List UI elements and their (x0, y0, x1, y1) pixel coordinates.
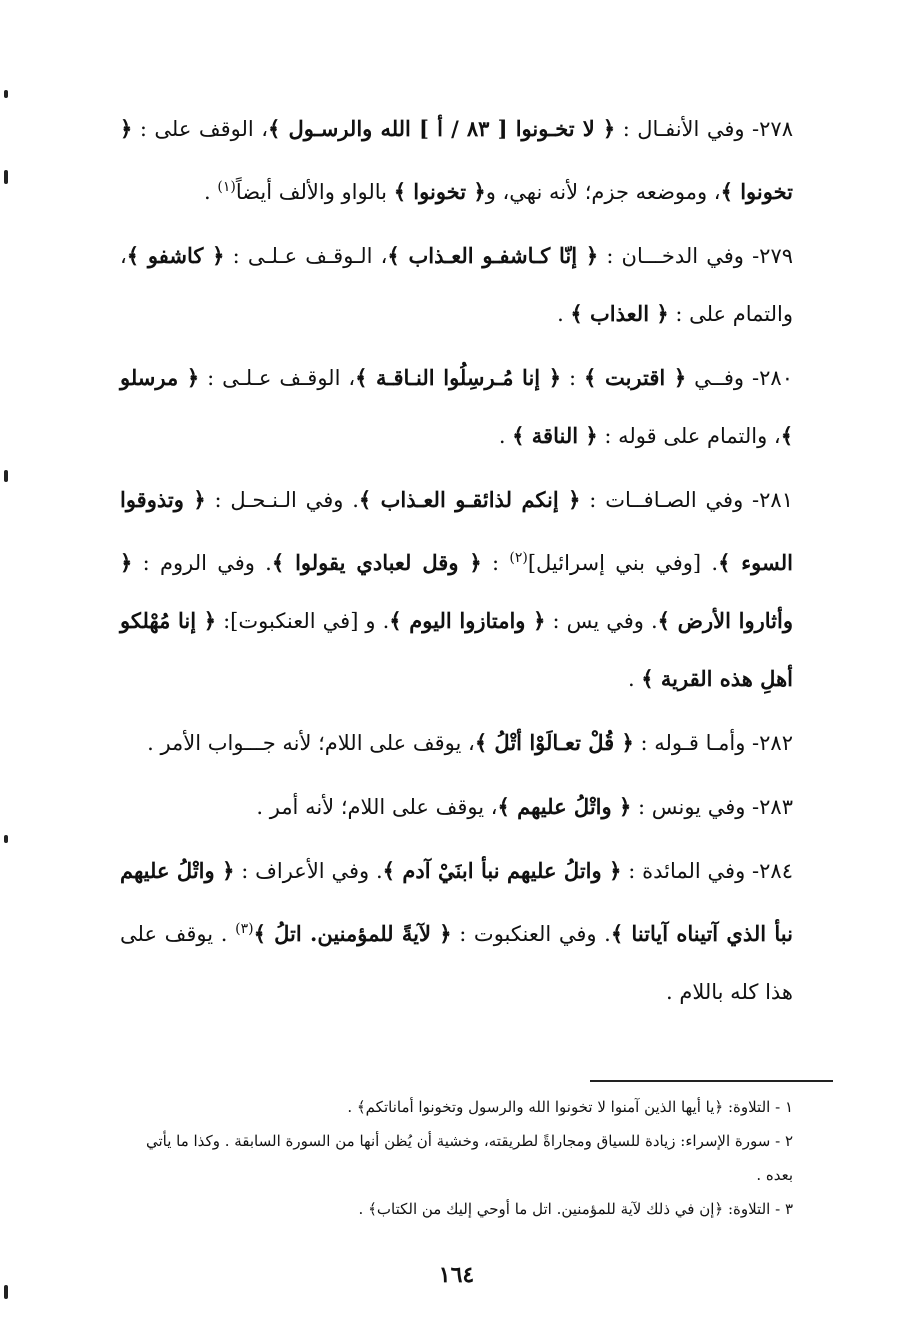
text-segment: ، الوقف على : (132, 117, 269, 141)
entry-280 (120, 349, 793, 465)
quran-quote: ﴿ الناقة ﴾ (512, 423, 598, 448)
edge-mark (4, 90, 8, 98)
quran-quote: ﴿ وقل لعبادي يقولوا ﴾ (271, 550, 482, 575)
quran-quote: ﴿ قُلْ تعـالَوْا أتْلُ ﴾ (474, 730, 634, 755)
quran-quote: ﴿ إنا مُهْلكو أهلِ هذه القرية ﴾ (120, 608, 793, 691)
quran-quote: ﴿ تخونوا ﴾ (120, 116, 793, 204)
footnote-ref: (٣) (235, 921, 254, 937)
edge-mark (4, 1285, 8, 1299)
text-segment: ، يوقف على اللام؛ لأنه أمر . (256, 795, 498, 819)
text-segment: ، وموضعه جزم؛ لأنه نهي، و (485, 180, 721, 204)
entry-282 (120, 714, 793, 772)
text-segment: ، الوقـف عـلـى : (199, 366, 356, 390)
text-segment: ، والتمام على قوله : (597, 424, 781, 448)
footnote-3: ٣ - التلاوة: ﴿إن في ذلك لآية للمؤمنين. اتل ما أوحي إليك من الكتاب﴾ . (358, 1200, 793, 1218)
entry-284 (120, 842, 793, 1021)
text-segment: . (627, 667, 642, 691)
edge-mark (4, 470, 8, 482)
edge-mark (4, 170, 8, 184)
quran-quote: ﴿ واتْلُ عليهم ﴾ (497, 794, 632, 819)
quran-quote: ﴿ وأثاروا الأرض ﴾ (120, 550, 793, 633)
text-segment: . و [في العنكبوت]: (216, 609, 390, 633)
quran-quote: ﴿ إنكم لذائقـو العـذاب ﴾ (358, 487, 581, 512)
quran-quote: ﴿ كاشفو ﴾ (126, 243, 225, 268)
quran-quote: ﴿ لا تخـونوا [ ٨٣ / أ ] الله والرسـول ﴾ (268, 116, 616, 141)
entry-281 (120, 471, 793, 708)
footnotes (120, 1090, 793, 1226)
text-segment: ٢٨٢- وأمـا قـوله : (633, 731, 793, 755)
quran-quote: ﴿ لآيةً للمؤمنين. اتلُ ﴾ (253, 921, 452, 946)
quran-quote: ﴿ مرسلو ﴾ (120, 365, 793, 448)
text-segment: : (561, 366, 585, 390)
text-segment: ٢٨٣- وفي يونس : (631, 795, 793, 819)
text-segment: . (203, 180, 218, 204)
quran-quote: ﴿ إنا مُـرسِلُوا النـاقـة ﴾ (355, 365, 562, 390)
page-number: ١٦٤ (438, 1262, 475, 1288)
quran-quote: ﴿ العذاب ﴾ (570, 301, 669, 326)
text-segment: . (498, 424, 513, 448)
quran-quote: ﴿ إنّا كـاشفـو العـذاب ﴾ (387, 243, 599, 268)
text-segment: . [وفي بني إسرائيل] (527, 551, 719, 575)
text-segment: ٢٨١- وفي الصـافــات : (580, 488, 793, 512)
text-segment: . يوقف على هذا كله باللام . (120, 922, 793, 1004)
entry-278 (120, 100, 793, 221)
footnote-1: ١ - التلاوة: ﴿يا أيها الذين آمنوا لا تخونوا الله والرسول وتخونوا أماناتكم﴾ . (347, 1098, 793, 1116)
footnote-separator (590, 1080, 833, 1082)
quran-quote: ﴿ اقتربت ﴾ (584, 365, 687, 390)
footnote-ref: (١) (217, 179, 236, 195)
quran-quote: ﴿ وتذوقوا السوء ﴾ (120, 487, 793, 575)
quran-quote: ﴿ وامتازوا اليوم ﴾ (389, 608, 546, 633)
text-segment: ٢٧٩- وفي الدخـــان : (598, 244, 794, 268)
quran-quote: ﴿ واتْلُ عليهم نبأ الذي آتيناه آياتنا ﴾ (120, 858, 793, 946)
text-segment: ، يوقف على اللام؛ لأنه جـــواب الأمر . (147, 731, 475, 755)
text-segment: بالواو والألف أيضاً (235, 180, 394, 204)
text-segment: ٢٨٠- وفــي (686, 366, 793, 390)
text-segment: . وفي يس : (545, 609, 658, 633)
edge-mark (4, 835, 8, 843)
text-segment: . وفي العنكبوت : (451, 922, 611, 946)
text-segment: ٢٧٨- وفي الأنفـال : (615, 117, 793, 141)
text-segment: ٢٨٤- وفي المائدة : (621, 859, 793, 883)
text-segment: : (481, 551, 510, 575)
footnote-2: ٢ - سورة الإسراء: زيادة للسياق ومجاراةً لطريقته، وخشية أن يُظن أنها من السورة السابقة . وكذا ما يأتي بعده . (145, 1132, 793, 1184)
quran-quote: ﴿ واتلُ عليهم نبأ ابنَيْ آدم ﴾ (382, 858, 622, 883)
text-segment: ، والتمام على : (120, 244, 793, 326)
text-segment: ، الـوقـف عـلـى : (224, 244, 388, 268)
entry-279 (120, 227, 793, 343)
text-segment: . وفي الـنـحـل : (205, 488, 359, 512)
text-segment: . (557, 302, 571, 326)
text-segment: . وفي الأعراف : (234, 859, 383, 883)
entry-283 (120, 778, 793, 836)
main-text (120, 100, 793, 1027)
quran-quote: ﴿ تخونوا ﴾ (393, 179, 486, 204)
footnote-ref: (٢) (509, 550, 528, 566)
text-segment: . وفي الروم : (132, 551, 272, 575)
